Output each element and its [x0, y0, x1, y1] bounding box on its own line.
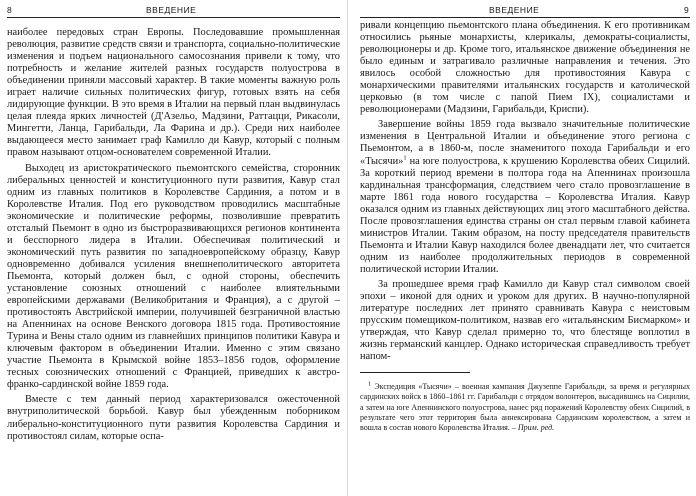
page-number: 8 — [7, 5, 12, 15]
paragraph: Выходец из аристократического пьемонтского семейства, сторонник либеральных ценностей и конституционного пути развития, Кавур стал одним из главных политиков в Королевстве Сардиния, а потом и в Королевстве Италия. Под его руководством проводились масштабные экономические и политические реформы, позволившие превратить отсталый Пьемонт в одно из быстроразвивающихся регионов континента и бесспорного лидера в Италии. Обеспечивая политический и экономический путь развития по западноевропейскому образцу, Кавур одновременно добивался усиления внешнеполитического авторитета Пьемонта, который должен был, с одной стороны, обеспечить установление союзных отношений с наиболее влиятельными европейскими державами (Великобритания и Франция), а с другой – противостоять Австрийской империи, получившей безграничной властью на Апеннинах на основе Венского договора 1815 года. Противостояние Турина и Вены стало одним из главнейших принципов политики Кавура и ключевым фактором в объединении Италии. Именно с этим связано участие Пьемонта в Крымской войне 1853–1856 годов, оформление тесных союзнических отношений с Францией, приведших к австро-франко-сардинской войне 1859 года. — [7, 162, 340, 391]
paragraph: За прошедшее время граф Камилло ди Кавур стал символом своей эпохи – иконой для одних и уроком для других. В научно-популярной литературе последних лет принято сравнивать Кавура с неистовым прусским помещиком-политиком, назвав его «итальянским Бисмарком» и утверждая, что Кавур сделал примерно то, что блестяще воплотил в жизнь германский канцлер. Однако историческая справедливость требует напом- — [360, 278, 690, 363]
header-rule — [360, 17, 690, 18]
paragraph — [360, 119, 690, 276]
page-number: 9 — [684, 5, 689, 15]
body-text — [360, 20, 690, 366]
footnote-reference[interactable]: 1 — [403, 154, 407, 162]
running-header: ВВЕДЕНИЕ — [489, 5, 540, 15]
paragraph-text: на юге полуострова, к крушению Королевства обеих Сицилий. За короткий период времени в полтора года на Апеннинах произошла кардинальная трансформация, следствием чего стало провозглашение в марте 1861 года нового государства – Королевства Италия. Кавур оказался одним из главных действующих лиц этого масштабного действа. После провозглашения единства страны он стал первым главой кабинета министров Италии. Таким образом, на посту председателя правительств Пьемонта и Италии Кавур находился более двенадцати лет, что считается одним из наиболее продолжительных периодов в современной политической истории Италии. — [360, 155, 690, 275]
editor-note: Прим. ред. — [517, 423, 555, 433]
running-header: ВВЕДЕНИЕ — [146, 5, 197, 15]
footnote-text: Экспедиция «Тысячи» – военная кампания Джузеппе Гарибальди, за время и регулярных сардинских войск в 1860–1861 гг. Гарибальди с отрядом волонтеров, высадившись на Сицилии, а затем на юге Апеннинского полуострова, нанес ряд поражений Королевству обеих Сицилий, в результате чего этот территория была аннексирована Сардинским королевством, а затем и вошла в состав нового Королевства Италия. – — [360, 382, 691, 433]
paragraph-text: Завершение войны 1859 года вызвало значительные политические изменения в Центральной Италии и объединение этого региона с Пьемонтом, а в 1860-м, после знаменитого похода Гарибальди и его «Тысячи» — [360, 119, 690, 167]
footnote-marker: 1 — [368, 380, 372, 388]
body-text — [7, 27, 340, 446]
paragraph: наиболее передовых стран Европы. Последовавшие промышленная революция, развитие средств связи и транспорта, социально-политические изменения и подъем национального самосознания привели к тому, что потребность и желание жителей разных государств полуострова в объединении приняли массовый характер. В такие моменты важную роль играет наличие сильных политических фигур, готовых взять на себя лидирующие функции. В это время в Италии на первый план выдвинулась целая плеяда ярких личностей (Д'Азельо, Мадзини, Раттацци, Рикасоли, Мингетти, Ланца, Гарибальди, Ла Фарина и др.). Среди них наиболее выдающееся место занимает граф Камилло ди Кавур, который с полным правом называют отцом-основателем современной Италии. — [7, 27, 340, 159]
footnote — [360, 382, 690, 433]
header-rule — [7, 17, 340, 18]
footnote-rule — [360, 372, 470, 373]
paragraph: Вместе с тем данный период характеризовался ожесточенной внутриполитической борьбой. Кавур был убежденным поборником либерально-конституционного пути развития Королевства Сардиния и противостоял силам, которые оспа- — [7, 394, 340, 442]
right-page — [348, 0, 696, 496]
paragraph: ривали концепцию пьемонтского плана объединения. К его противникам относились рьяные монархисты, клерикалы, демократы-социалисты, революционеры и др. Кроме того, итальянское движение объединения не было единым и затрагивало различные направления и течения. Это явилось особой сложностью для противостояния Кавура с монархическими правителями итальянских государств и католической церковью (в том числе с папой Пием IX), социалистами и революционерами (Мадзини, Гарибальди, Криспи). — [360, 20, 690, 116]
